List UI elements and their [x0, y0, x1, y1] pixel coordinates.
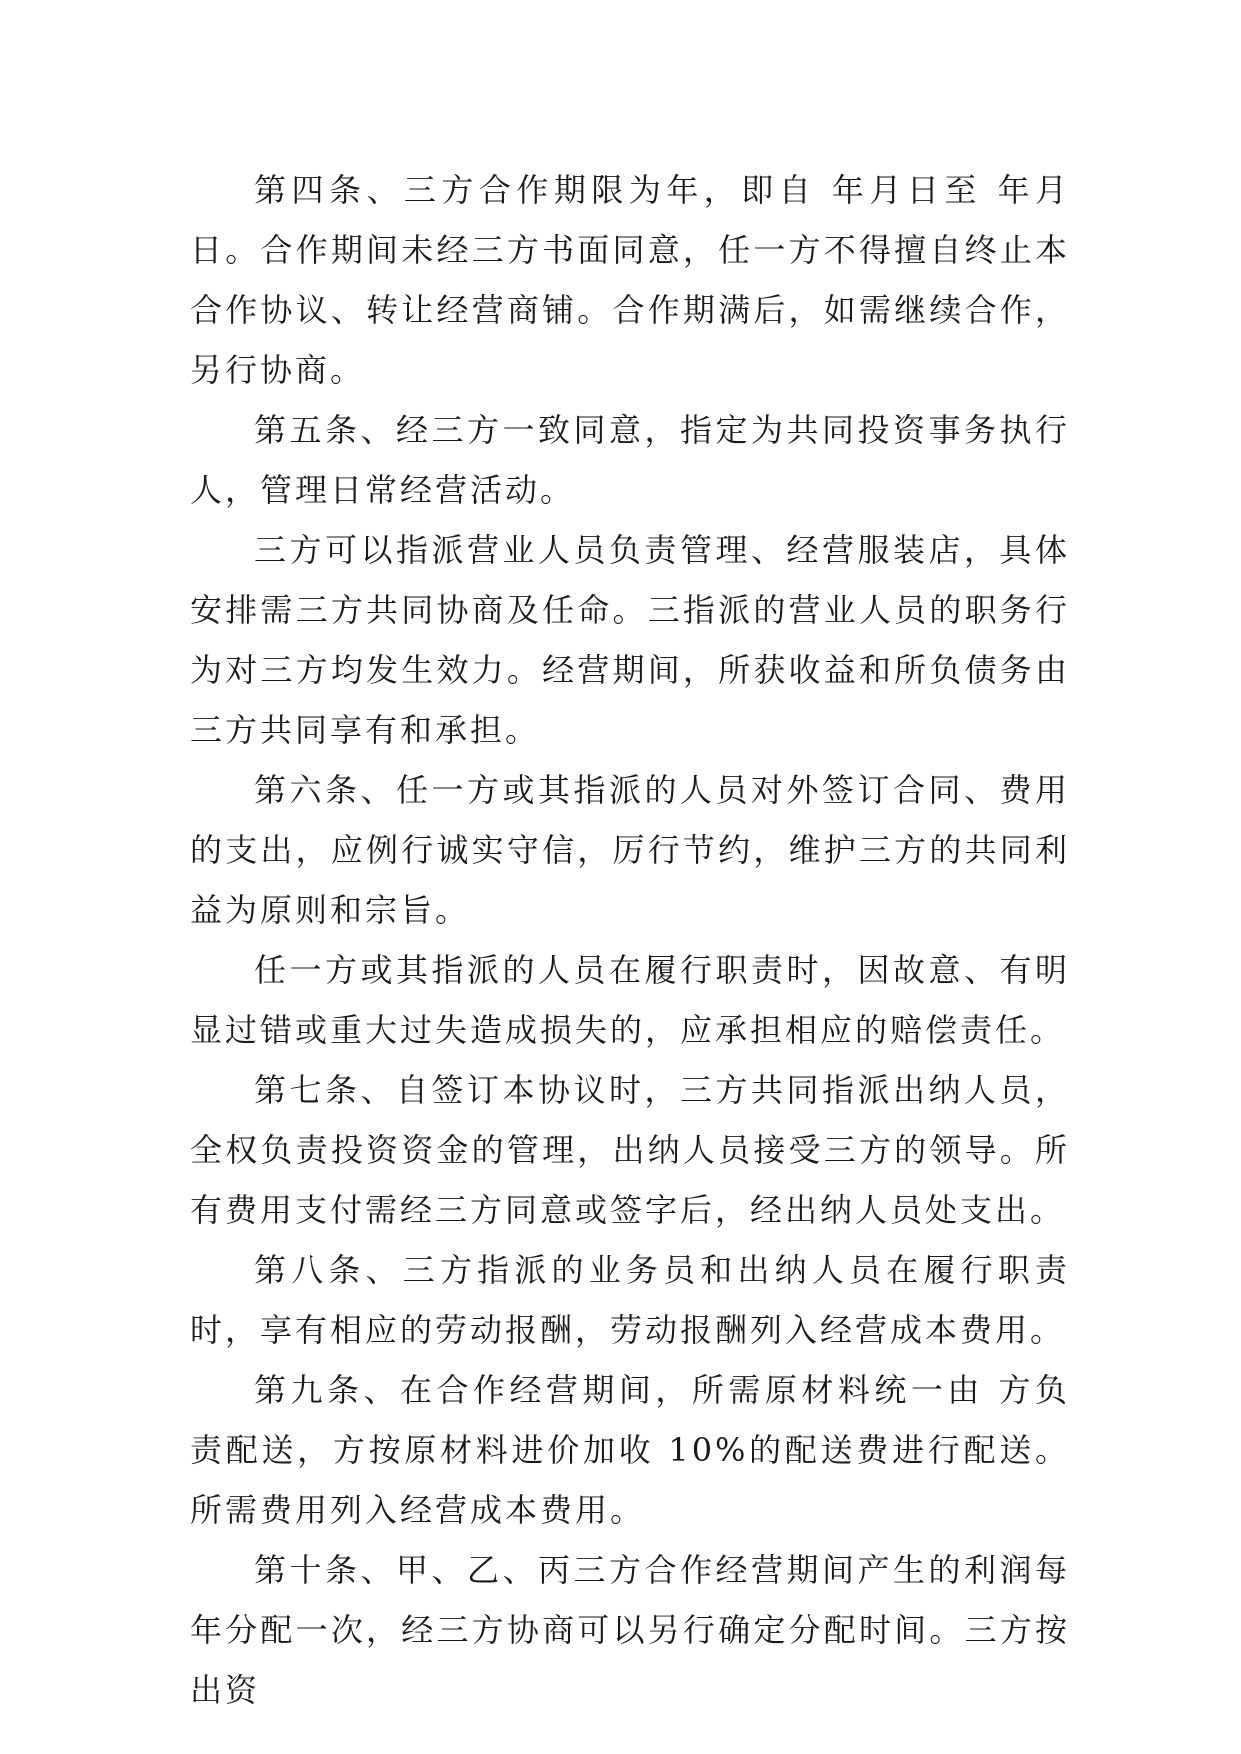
paragraph-article-4: 第四条、三方合作期限为年，即自 年月日至 年月 日。合作期间未经三方书面同意，任一方不得擅自终止本合作协议、转让经营商铺。合作期满后，如需继续合作，另行协商。: [190, 171, 1070, 389]
document-body: [190, 160, 1070, 1720]
paragraph-article-10: 第十条、甲、乙、丙三方合作经营期间产生的利润每年分配一次，经三方协商可以另行确定分配时间。三方按出资: [190, 1551, 1070, 1709]
paragraph-article-6: 第六条、任一方或其指派的人员对外签订合同、费用的支出，应例行诚实守信，厉行节约，维护三方的共同利益为原则和宗旨。: [190, 771, 1070, 929]
paragraph-liability: 任一方或其指派的人员在履行职责时，因故意、有明显过错或重大过失造成损失的，应承担相应的赔偿责任。: [190, 951, 1070, 1049]
paragraph-article-8: 第八条、三方指派的业务员和出纳人员在履行职责时，享有相应的劳动报酬，劳动报酬列入经营成本费用。: [190, 1251, 1070, 1349]
paragraph-article-9: 第九条、在合作经营期间，所需原材料统一由 方负责配送，方按原材料进价加收 10%的配送费进行配送。所需费用列入经营成本费用。: [190, 1371, 1070, 1529]
paragraph-sales-staff: 三方可以指派营业人员负责管理、经营服装店，具体安排需三方共同协商及任命。三指派的营业人员的职务行为对三方均发生效力。经营期间，所获收益和所负债务由三方共同享有和承担。: [190, 531, 1070, 749]
paragraph-article-7: 第七条、自签订本协议时，三方共同指派出纳人员，全权负责投资资金的管理，出纳人员接受三方的领导。所有费用支付需经三方同意或签字后，经出纳人员处支出。: [190, 1071, 1070, 1229]
paragraph-article-5: 第五条、经三方一致同意，指定为共同投资事务执行人，管理日常经营活动。: [190, 411, 1070, 509]
